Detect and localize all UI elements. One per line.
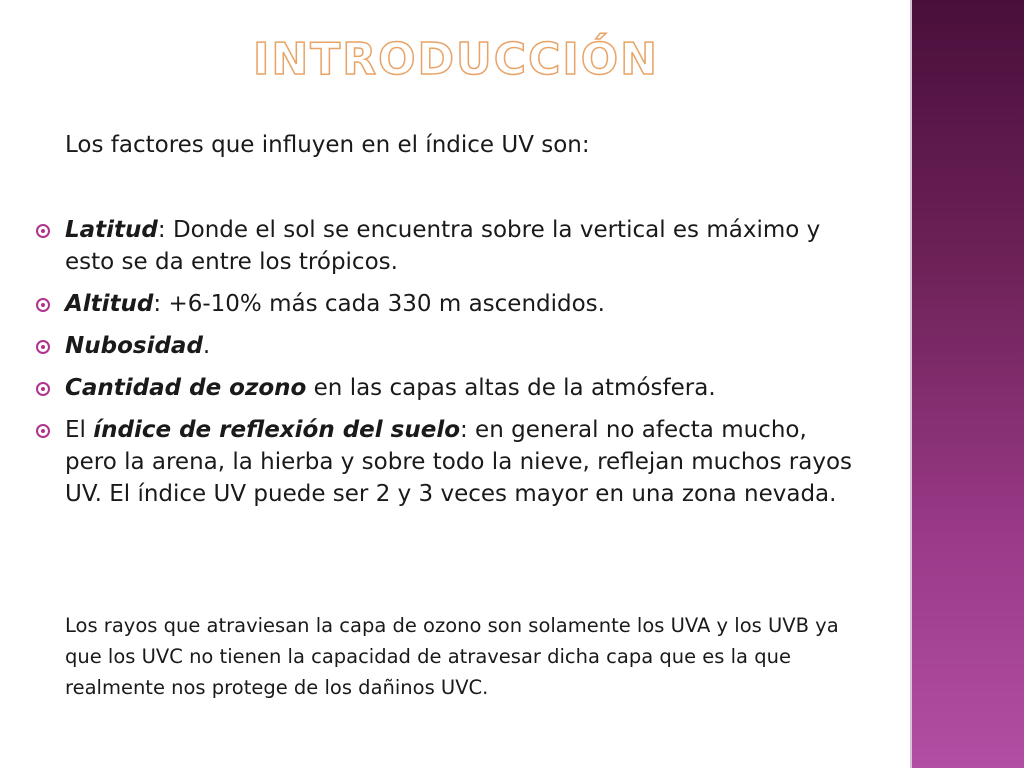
circle-dot-bullet-icon [36, 382, 50, 396]
list-item-reflexion [34, 414, 854, 510]
side-decorative-band [912, 0, 1024, 768]
circle-dot-bullet-icon [36, 424, 50, 438]
bullet-term: Latitud [65, 217, 158, 243]
list-item-altitud [34, 288, 854, 320]
list-item-latitud [34, 214, 854, 278]
circle-dot-bullet-icon [36, 298, 50, 312]
bullet-term: índice de reflexión del suelo [93, 417, 460, 443]
bullet-term: Altitud [65, 291, 154, 317]
bullet-text: : +6-10% más cada 330 m ascendidos. [153, 291, 605, 317]
bullet-term: Cantidad de ozono [65, 375, 307, 401]
bullet-text: : en general no afecta mucho, pero la arena, la hierba y sobre todo la nieve, reflejan muchos rayos UV. El índice UV puede ser 2 y 3 veces mayor en una zona nevada. [65, 417, 852, 507]
list-item-ozono [34, 372, 854, 404]
circle-dot-bullet-icon [36, 340, 50, 354]
slide-title: INTRODUCCIÓN [253, 34, 659, 85]
bullet-text: : Donde el sol se encuentra sobre la vertical es máximo y esto se da entre los trópicos. [65, 217, 821, 275]
bullet-text: en las capas altas de la atmósfera. [306, 375, 716, 401]
factor-list [34, 214, 854, 520]
closing-note: Los rayos que atraviesan la capa de ozono son solamente los UVA y los UVB ya que los UVC no tienen la capacidad de atravesar dicha capa que es la que realmente nos protege de los dañinos UVC. [65, 614, 839, 699]
bullet-prefix: El [65, 417, 94, 443]
circle-dot-bullet-icon [36, 224, 50, 238]
list-item-nubosidad [34, 330, 854, 362]
bullet-term: Nubosidad [65, 333, 203, 359]
bullet-text: . [202, 333, 211, 359]
intro-text: Los factores que influyen en el índice UV son: [65, 132, 590, 158]
